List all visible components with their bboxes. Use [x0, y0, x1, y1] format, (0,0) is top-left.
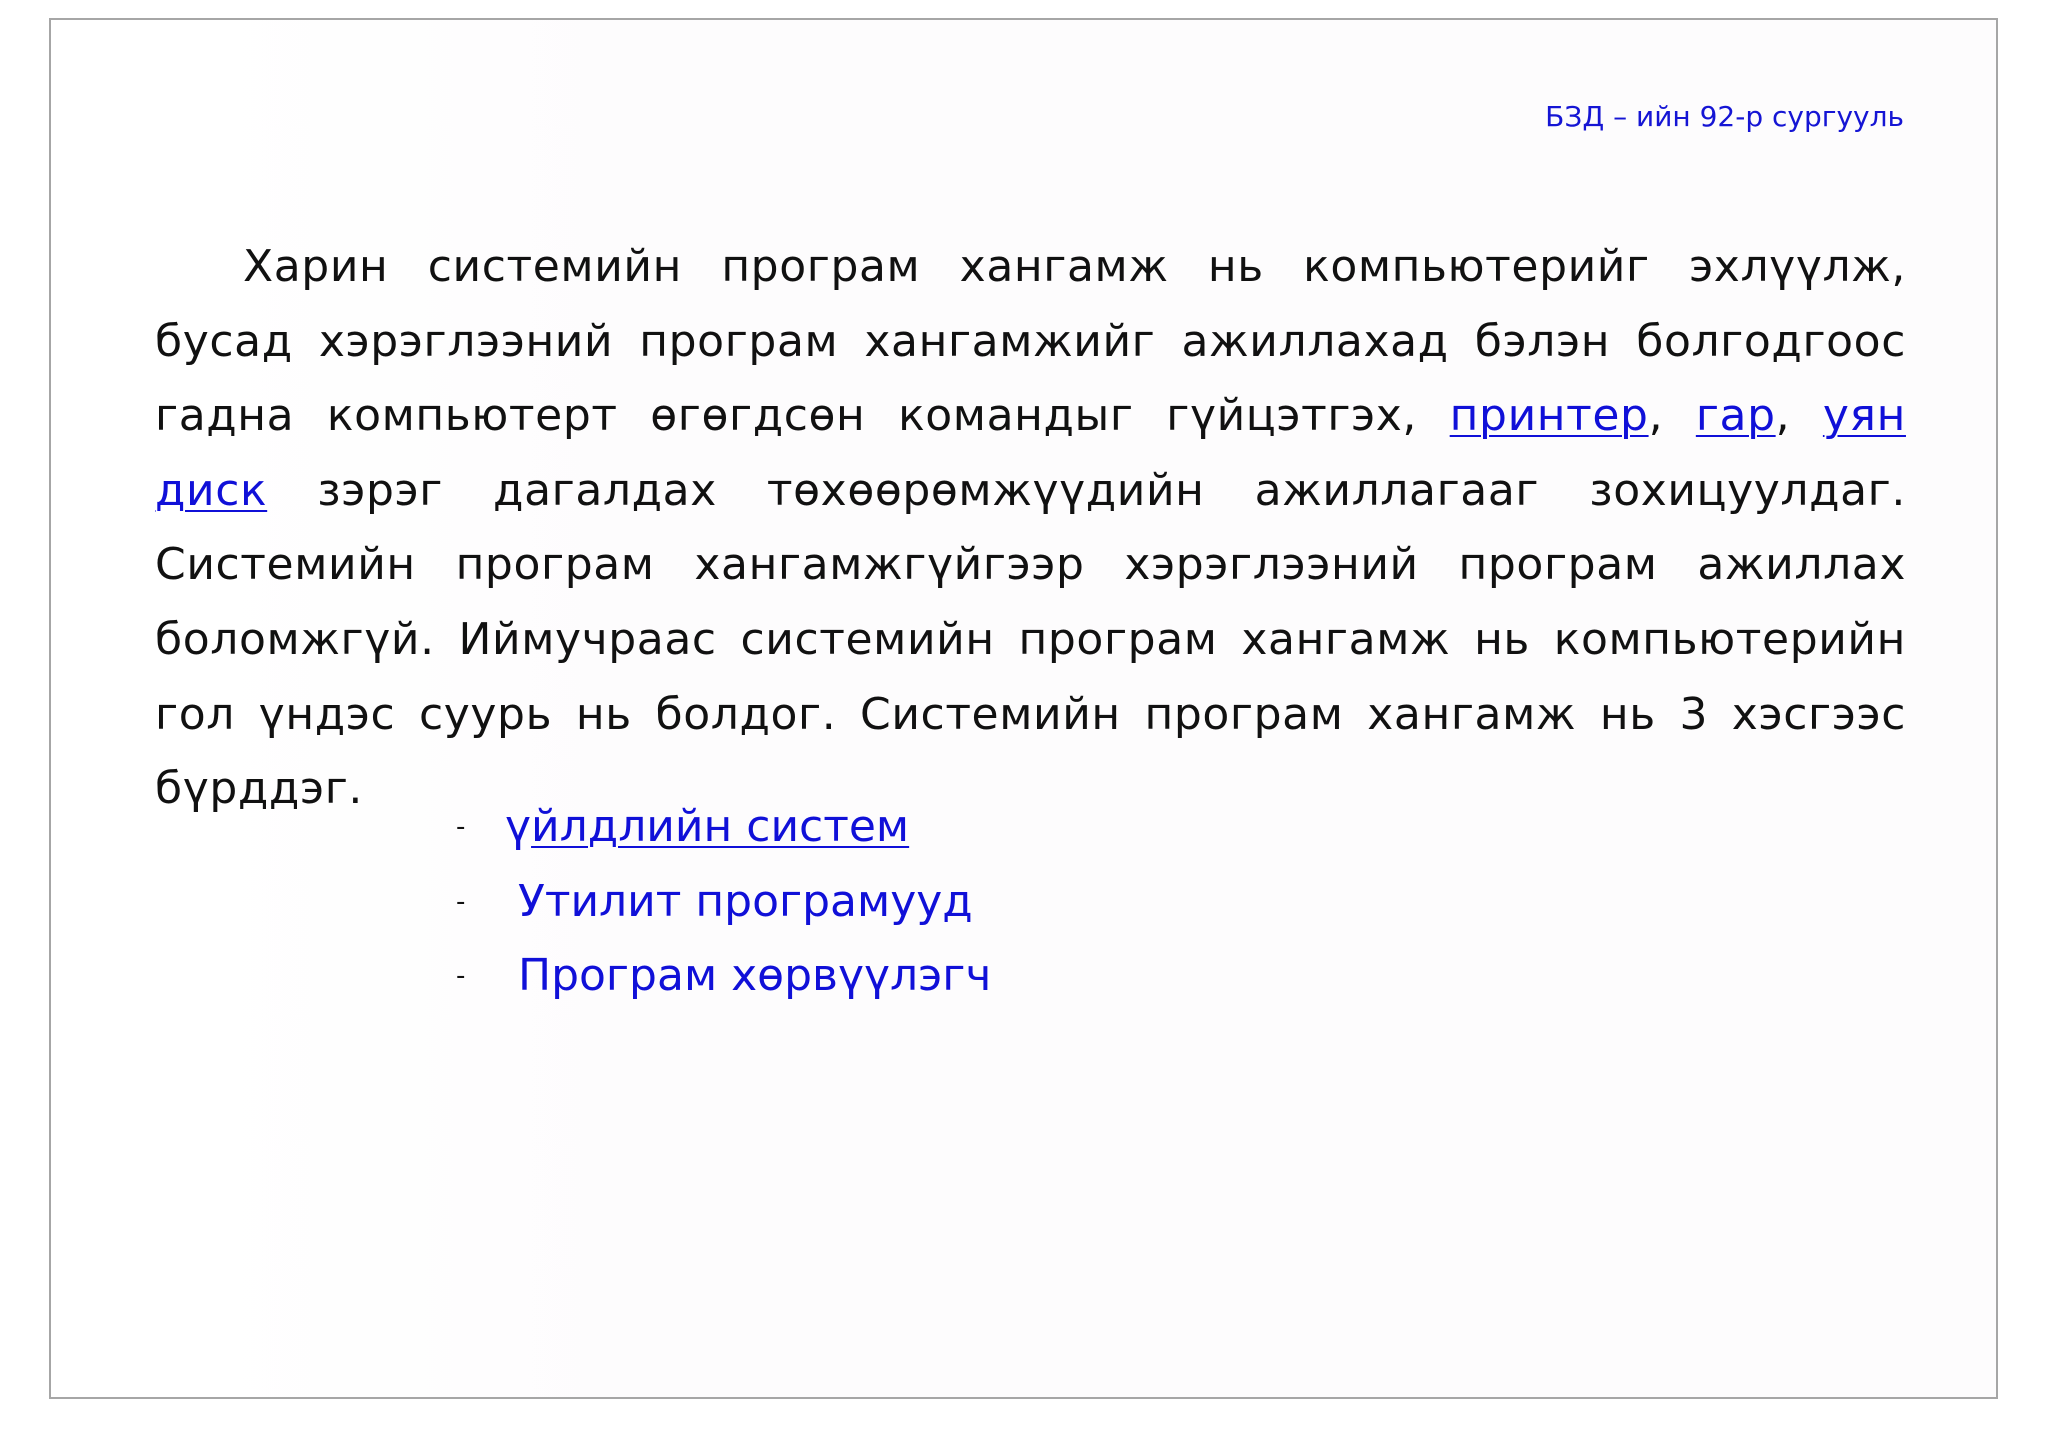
body-paragraph [155, 230, 1906, 827]
paragraph-text-end: зэрэг дагалдах төхөөрөмжүүдийн ажиллагааг зохицуулдаг. Системийн програм хангамжгүйгээр хэрэглээний програм ажиллах боломжгүй. Иймучраас системийн програм хангамж нь компьютерийн гол үндэс суурь нь болдог. Системийн програм хангамж нь 3 хэсгээс бүрддэг. [155, 464, 1906, 815]
paragraph-text-start: Харин системийн програм хангамж нь компьютерийг эхлүүлж, бусад хэрэглээний програм хангамжийг ажиллахад бэлэн болгодгоос гадна компьютерт өгөгдсөн командыг гүйцэтгэх, [155, 241, 1906, 442]
list-bullet: - [456, 961, 466, 992]
list-bullet: - [456, 812, 466, 842]
link-operating-system[interactable]: йлдлийн систем [531, 801, 910, 852]
link-printer[interactable]: принтер [1449, 390, 1649, 442]
list-item-prefix: ү [505, 801, 532, 852]
link-floppy-disk[interactable]: уян диск [155, 390, 1906, 516]
list-bullet: - [456, 886, 466, 917]
document-page [49, 18, 1998, 1399]
link-keyboard[interactable]: гар [1695, 390, 1776, 442]
list-item-operating-system [505, 790, 909, 865]
list-item-utilities: Утилит програмууд [518, 875, 973, 927]
list-item-compiler: Програм хөрвүүлэгч [518, 950, 992, 1002]
separator: , [1648, 390, 1696, 442]
page-header: БЗД – ийн 92-р сургууль [1545, 100, 1904, 133]
separator: , [1775, 390, 1823, 442]
